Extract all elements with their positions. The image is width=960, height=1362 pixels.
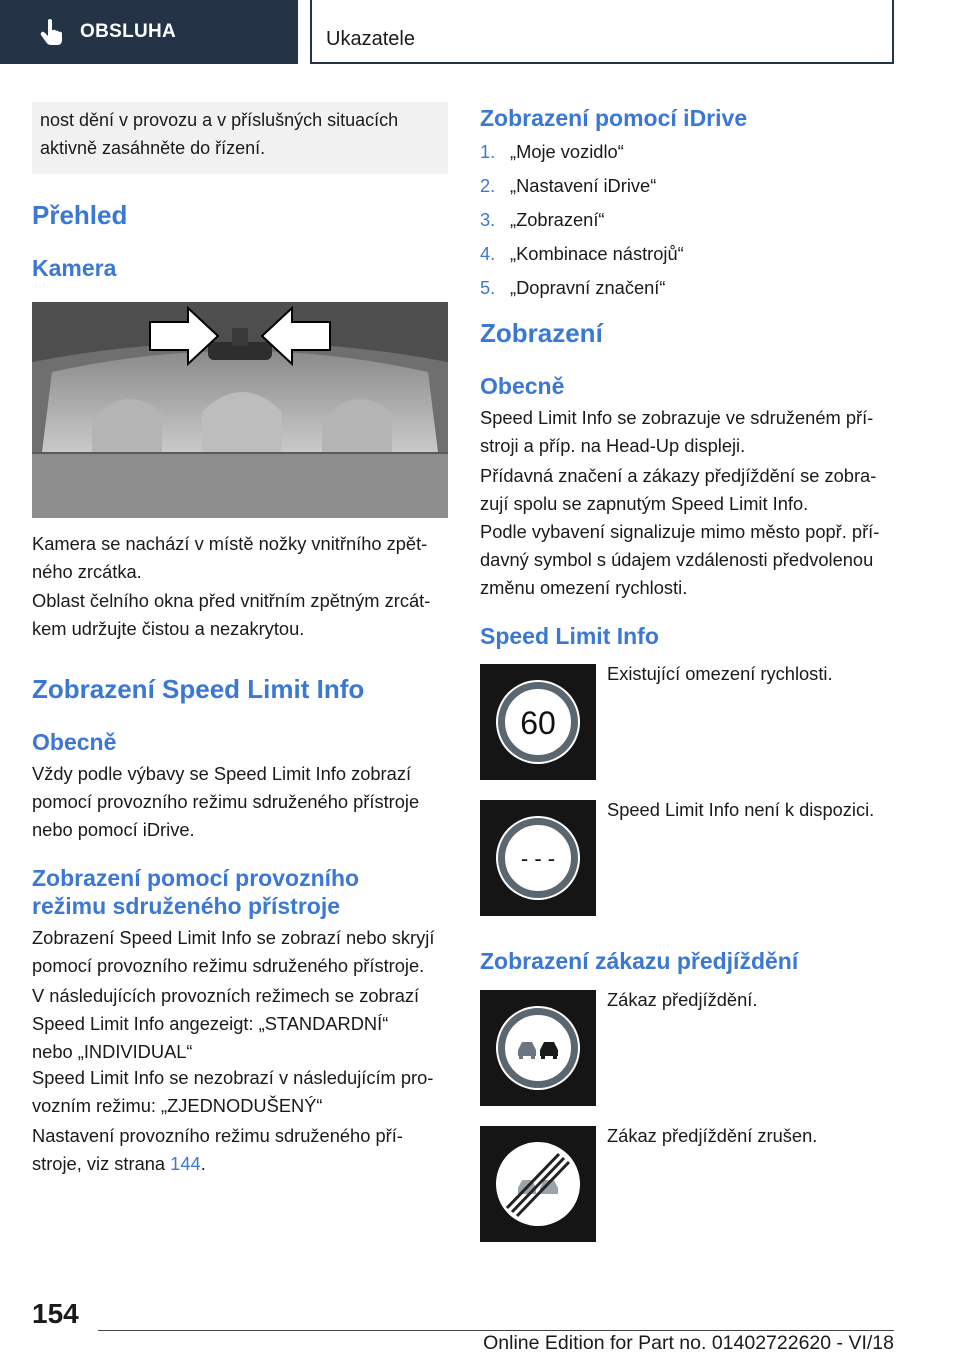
list-item	[480, 206, 684, 240]
camera-location-photo	[32, 302, 448, 518]
text-line: davný symbol s údajem vzdálenosti předvolenou	[480, 549, 874, 570]
text-line: Speed Limit Info se zobrazuje ve sdruženém pří‐	[480, 407, 874, 428]
text-line: pomocí provozního režimu sdruženého přístroje.	[32, 955, 425, 976]
rezim-paragraph-4	[32, 1122, 456, 1178]
list-number: 5.	[480, 277, 496, 298]
sign-value: - - -	[520, 846, 556, 871]
section-tab	[0, 0, 298, 64]
text-line: Přídavná značení a zákazy předjíždění se zobra‐	[480, 465, 877, 486]
heading-line: Zobrazení pomocí provozního	[32, 865, 360, 891]
text-line: kem udržujte čistou a nezakrytou.	[32, 618, 305, 639]
heading-line: režimu sdruženého přístroje	[32, 893, 341, 919]
hand-pointer-icon	[40, 18, 64, 46]
text-line: Kamera se nachází v místě nožky vnitřního zpět‐	[32, 533, 428, 554]
warning-note-continuation: nost dění v provozu a v příslušných situacích aktivně zasáhněte do řízení.	[32, 102, 448, 174]
zobrazeni-paragraph-1	[480, 404, 910, 460]
heading-zakaz-predjizdeni: Zobrazení zákazu předjíždění	[480, 948, 799, 974]
sign-unavailable-caption: Speed Limit Info není k dispozici.	[607, 799, 875, 820]
list-number: 2.	[480, 175, 496, 196]
end-no-overtaking-caption: Zákaz předjíždění zrušen.	[607, 1125, 818, 1146]
speed-limit-60-sign-icon	[480, 664, 596, 780]
kamera-paragraph-2	[32, 587, 452, 643]
heading-zobrazeni-rezim	[32, 864, 359, 920]
text-line: Podle vybavení signalizuje mimo město popř. pří‐	[480, 521, 880, 542]
list-text: „Moje vozidlo“	[510, 141, 624, 162]
text-line: nebo pomocí iDrive.	[32, 819, 195, 840]
list-item	[480, 138, 684, 172]
rezim-paragraph-3	[32, 1064, 456, 1120]
heading-obecne-left: Obecně	[32, 729, 117, 755]
rezim-paragraph-1	[32, 924, 456, 980]
list-number: 1.	[480, 141, 496, 162]
zobrazeni-paragraph-2	[480, 462, 910, 518]
list-item	[480, 240, 684, 274]
heading-zobrazeni-speed-limit-info: Zobrazení Speed Limit Info	[32, 674, 365, 704]
page-reference-link[interactable]: 144	[170, 1153, 201, 1174]
edition-footer: Online Edition for Part no. 01402722620 - VI/18	[483, 1332, 894, 1354]
text-fragment: .	[200, 1153, 206, 1174]
section-label: OBSLUHA	[80, 21, 177, 42]
text-line: stroji a příp. na Head-Up displeji.	[480, 435, 746, 456]
speed-limit-unavailable-sign-icon	[480, 800, 596, 916]
heading-zobrazeni: Zobrazení	[480, 318, 603, 348]
text-line: V následujících provozních režimech se zobrazí	[32, 985, 420, 1006]
list-number: 4.	[480, 243, 496, 264]
list-item	[480, 172, 684, 206]
heading-obecne-right: Obecně	[480, 373, 565, 399]
text-line: nebo „INDIVIDUAL“	[32, 1041, 193, 1062]
kamera-paragraph-1	[32, 530, 452, 586]
text-line: zují spolu se zapnutým Speed Limit Info.	[480, 493, 809, 514]
page-number: 154	[32, 1298, 79, 1329]
text-fragment: stroje, viz strana	[32, 1153, 171, 1174]
text-line: pomocí provozního režimu sdruženého přístroje	[32, 791, 420, 812]
text-line: Speed Limit Info se nezobrazí v následujícím pro‐	[32, 1067, 434, 1088]
obecne-paragraph	[32, 760, 452, 844]
heading-speed-limit-info: Speed Limit Info	[480, 623, 659, 649]
heading-kamera: Kamera	[32, 255, 117, 281]
list-text: „Kombinace nástrojů“	[510, 243, 684, 264]
list-number: 3.	[480, 209, 496, 230]
text-line: Zobrazení Speed Limit Info se zobrazí nebo skryjí	[32, 927, 435, 948]
idrive-steps-list	[480, 138, 684, 308]
list-text: „Zobrazení“	[510, 209, 605, 230]
no-overtaking-sign-icon	[480, 990, 596, 1106]
chapter-tab	[310, 0, 894, 64]
heading-prehled: Přehled	[32, 200, 128, 230]
list-text: „Dopravní značení“	[510, 277, 666, 298]
sign-60-caption: Existující omezení rychlosti.	[607, 663, 833, 684]
rezim-paragraph-2	[32, 982, 456, 1066]
list-text: „Nastavení iDrive“	[510, 175, 657, 196]
text-line: ného zrcátka.	[32, 561, 142, 582]
text-line: Speed Limit Info angezeigt: „STANDARDNÍ“	[32, 1013, 389, 1034]
text-line: Nastavení provozního režimu sdruženého pří‐	[32, 1125, 403, 1146]
text-line: vozním režimu: „ZJEDNODUŠENÝ“	[32, 1095, 323, 1116]
text-line: Oblast čelního okna před vnitřním zpětným zrcát‐	[32, 590, 431, 611]
list-item	[480, 274, 684, 308]
sign-value: 60	[520, 705, 556, 741]
text-line: změnu omezení rychlosti.	[480, 577, 688, 598]
end-no-overtaking-sign-icon	[480, 1126, 596, 1242]
heading-zobrazeni-idrive: Zobrazení pomocí iDrive	[480, 105, 748, 131]
zobrazeni-paragraph-3	[480, 518, 910, 602]
text-line	[32, 1150, 456, 1178]
footer-divider	[98, 1330, 894, 1331]
text-line: Vždy podle výbavy se Speed Limit Info zobrazí	[32, 763, 412, 784]
no-overtaking-caption: Zákaz předjíždění.	[607, 989, 758, 1010]
chapter-label: Ukazatele	[326, 28, 415, 50]
